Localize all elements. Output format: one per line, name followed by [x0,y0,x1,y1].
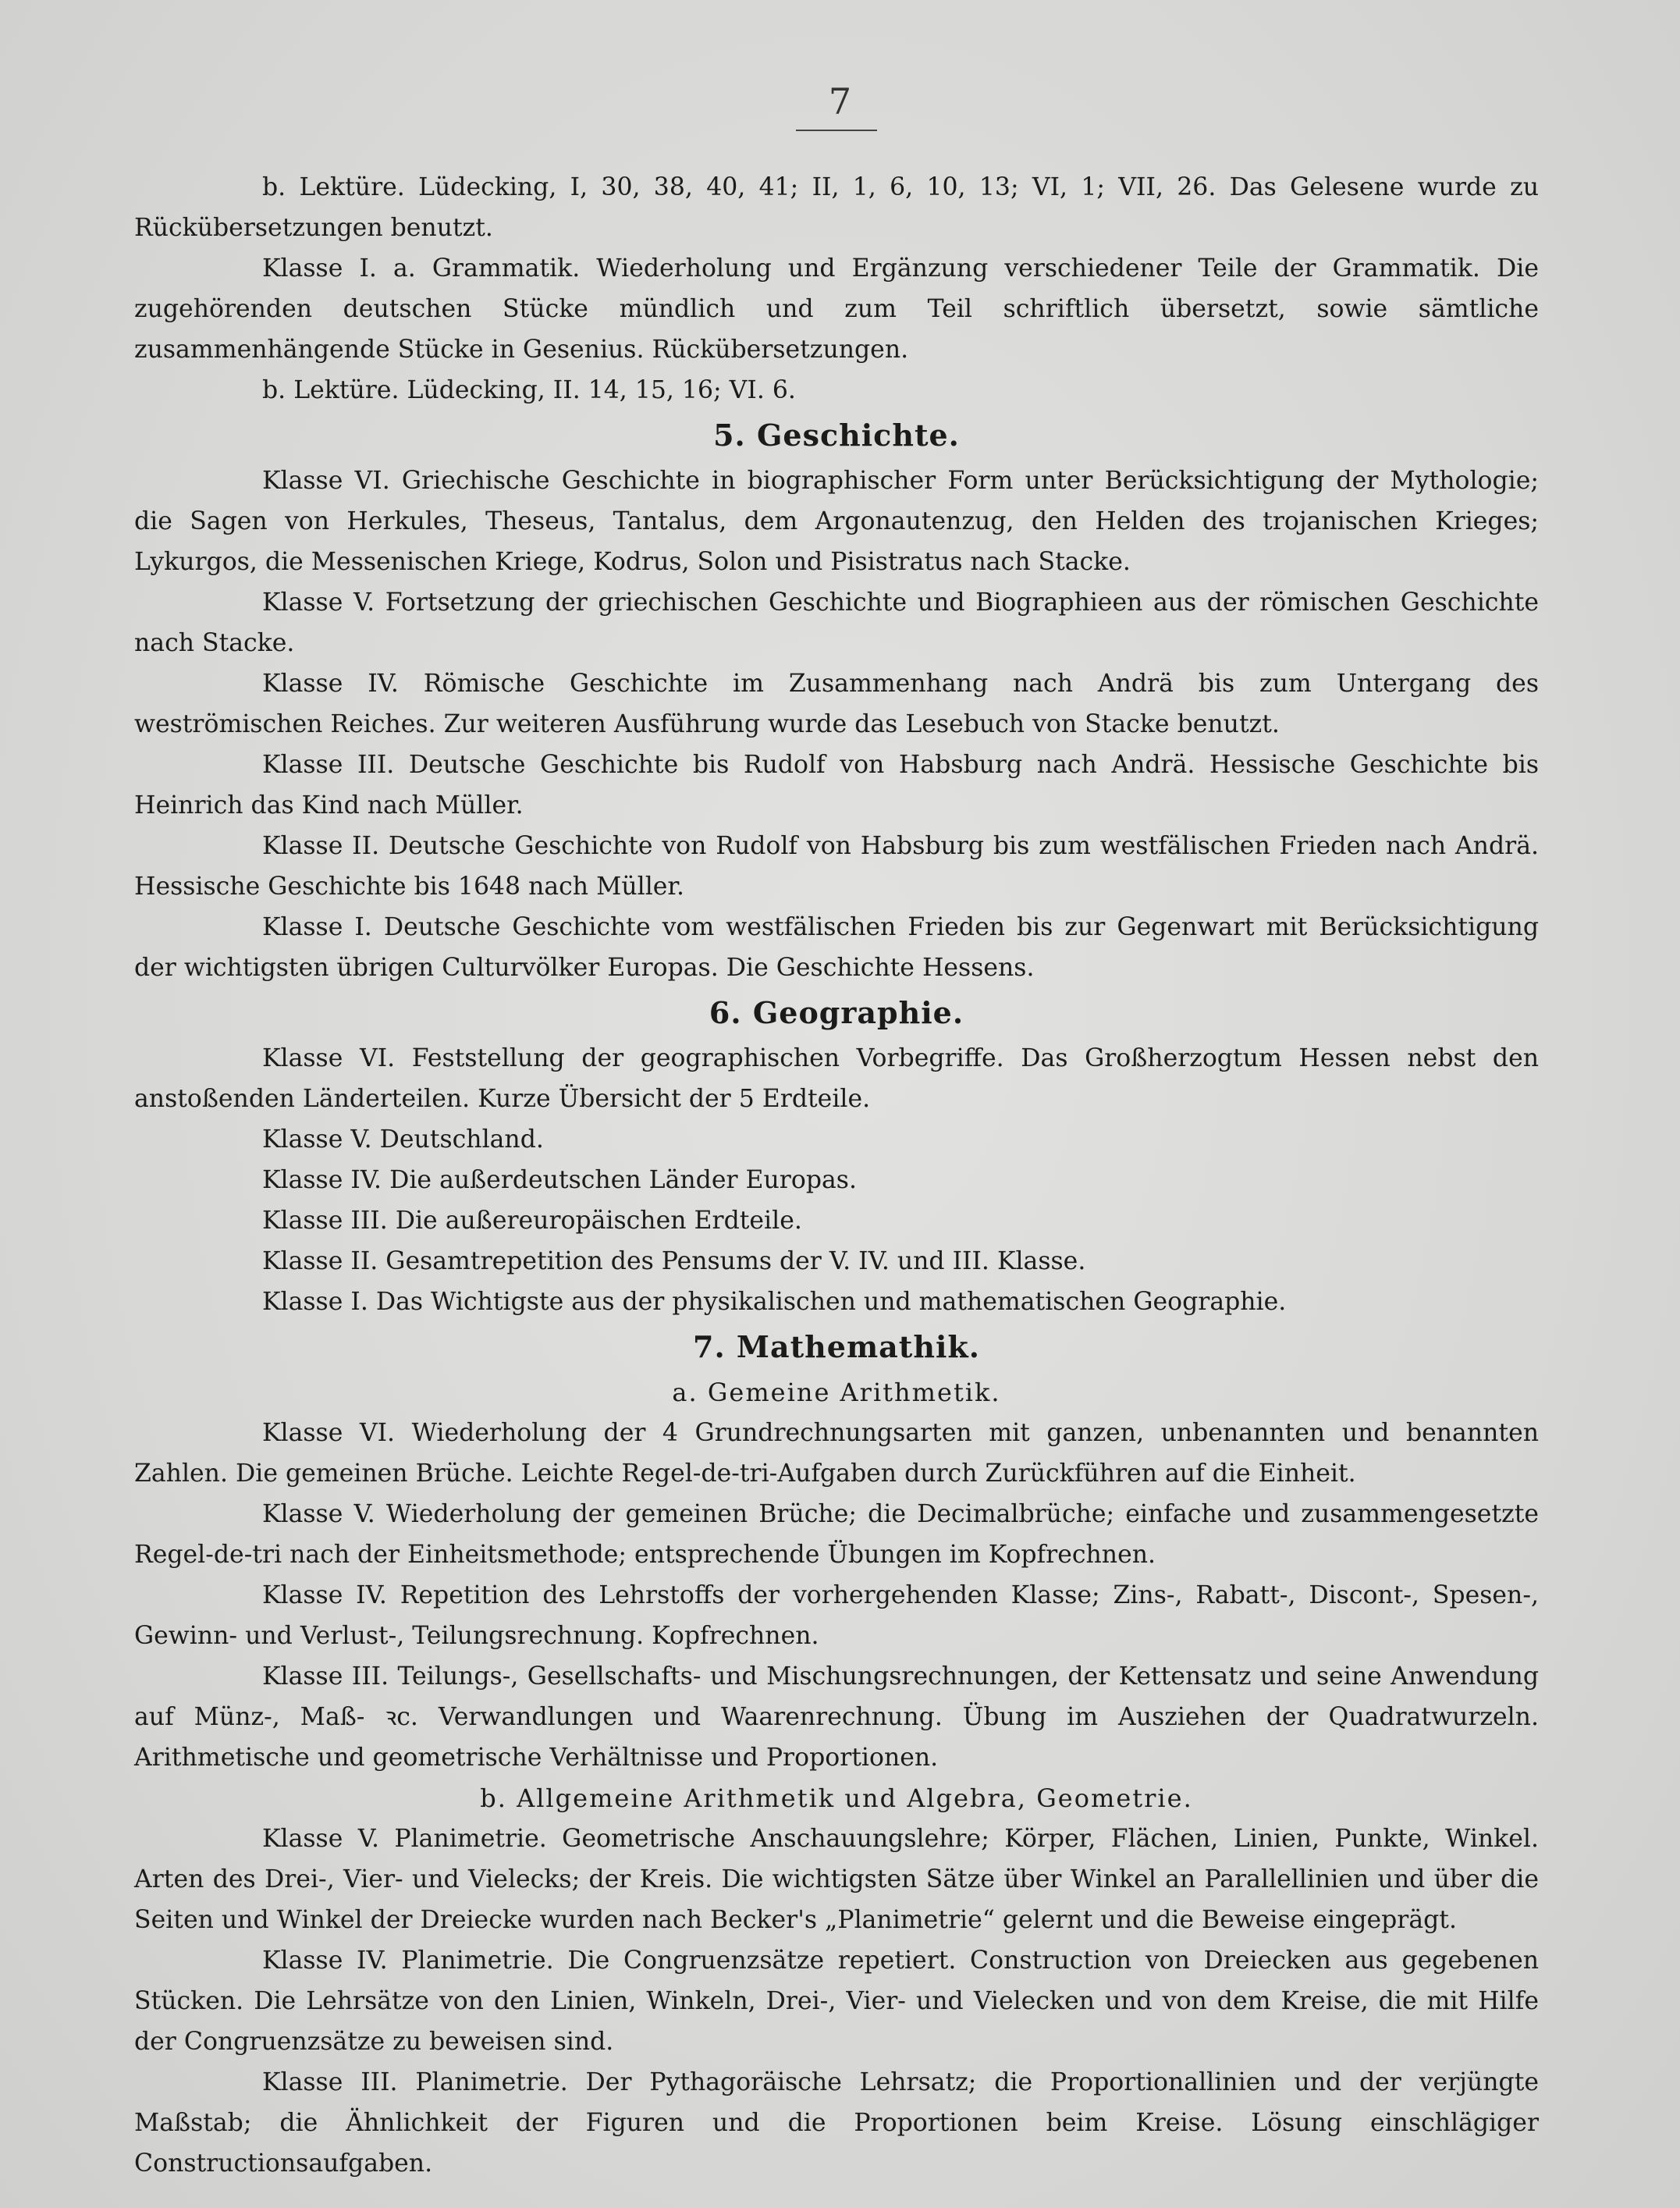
geschichte-klasse-v: Klasse V. Fortsetzung der griechischen Geschichte und Biographieen aus der römischen Geschichte nach Stacke. [134,588,1539,657]
subheading-algebra-geometrie: b. Allgemeine Arithmetik und Algebra, Geometrie. [480,1783,1193,1813]
geographie-klasse-iv: Klasse IV. Die außerdeutschen Länder Europas. [262,1166,857,1194]
page-number: 7 [828,80,852,123]
klasse-i-lektuere-paragraph: b. Lektüre. Lüdecking, II. 14, 15, 16; VI. 6. [262,376,796,404]
geschichte-klasse-iv: Klasse IV. Römische Geschichte im Zusammenhang nach Andrä bis zum Untergang des weströmischen Reiches. Zur weiteren Ausführung wurde das Lesebuch von Stacke benutzt. [134,670,1539,738]
geographie-klasse-i: Klasse I. Das Wichtigste aus der physikalischen und mathematischen Geographie. [262,1288,1287,1316]
lektuere-paragraph: b. Lektüre. Lüdecking, I, 30, 38, 40, 41; II, 1, 6, 10, 13; VI, 1; VII, 26. Das Gelesene wurde zu Rückübersetzungen benutzt. [134,173,1539,242]
planimetrie-klasse-iv: Klasse IV. Planimetrie. Die Congruenzsätze repetiert. Construction von Dreiecken aus gegebenen Stücken. Die Lehrsätze von den Linien, Winkeln, Drei-, Vier- und Vielecken und von dem Kreise, die mit Hilfe der Congruenzsätze zu beweisen sind. [134,1947,1539,2056]
arithmetik-klasse-v: Klasse V. Wiederholung der gemeinen Brüche; die Decimalbrüche; einfache und zusammengesetzte Regel-de-tri nach der Einheitsmethode; entsprechende Übungen im Kopfrechnen. [134,1500,1539,1569]
arithmetik-klasse-iv: Klasse IV. Repetition des Lehrstoffs der vorhergehenden Klasse; Zins-, Rabatt-, Discont-, Spesen-, Gewinn- und Verlust-, Teilungsrechnung. Kopfrechnen. [134,1581,1539,1650]
geographie-klasse-vi: Klasse VI. Feststellung der geographischen Vorbegriffe. Das Großherzogtum Hessen nebst den anstoßenden Länderteilen. Kurze Übersicht der 5 Erdteile. [134,1044,1539,1113]
geographie-klasse-v: Klasse V. Deutschland. [262,1125,544,1154]
page-body [134,167,1539,2184]
geographie-klasse-iii: Klasse III. Die außereuropäischen Erdteile. [262,1207,802,1235]
section-heading-mathematik: 7. Mathemathik. [693,1329,980,1364]
geschichte-klasse-vi: Klasse VI. Griechische Geschichte in biographischer Form unter Berücksichtigung der Mythologie; die Sagen von Herkules, Theseus, Tantalus, dem Argonautenzug, den Helden des trojanischen Krieges; Lykurgos, die Messenischen Kriege, Kodrus, Solon und Pisistratus nach Stacke. [134,467,1539,576]
geschichte-klasse-i: Klasse I. Deutsche Geschichte vom westfälischen Frieden bis zur Gegenwart mit Berücksichtigung der wichtigsten übrigen Culturvölker Europas. Die Geschichte Hessens. [134,913,1539,982]
geographie-klasse-ii: Klasse II. Gesamtrepetition des Pensums der V. IV. und III. Klasse. [262,1247,1086,1275]
section-heading-geschichte: 5. Geschichte. [713,418,960,453]
planimetrie-klasse-v: Klasse V. Planimetrie. Geometrische Anschauungslehre; Körper, Flächen, Linien, Punkte, Winkel. Arten des Drei-, Vier- und Vielecks; der Kreis. Die wichtigsten Sätze über Winkel an Parallellinien und über die Seiten und Winkel der Dreiecke wurden nach Becker's „Planimetrie“ gelernt und die Beweise eingeprägt. [134,1825,1539,1934]
planimetrie-klasse-iii: Klasse III. Planimetrie. Der Pythagoräische Lehrsatz; die Proportionallinien und der verjüngte Maßstab; die Ähnlichkeit der Figuren und die Proportionen beim Kreise. Lösung einschlägiger Constructionsaufgaben. [134,2068,1539,2178]
section-heading-geographie: 6. Geographie. [709,995,964,1030]
subheading-gemeine-arithmetik: a. Gemeine Arithmetik. [672,1378,1001,1407]
arithmetik-klasse-iii: Klasse III. Teilungs-, Gesellschafts- und Mischungsrechnungen, der Kettensatz und seine Anwendung auf Münz-, Maß- ꝛc. Verwandlungen und Waarenrechnung. Übung im Ausziehen der Quadratwurzeln. Arithmetische und geometrische Verhältnisse und Proportionen. [134,1662,1539,1772]
geschichte-klasse-ii: Klasse II. Deutsche Geschichte von Rudolf von Habsburg bis zum westfälischen Frieden nach Andrä. Hessische Geschichte bis 1648 nach Müller. [134,832,1539,901]
page-number-rule [796,130,877,131]
klasse-i-grammatik-paragraph: Klasse I. a. Grammatik. Wiederholung und Ergänzung verschiedener Teile der Grammatik. Die zugehörenden deutschen Stücke mündlich und zum Teil schriftlich übersetzt, sowie sämtliche zusammenhängende Stücke in Gesenius. Rückübersetzungen. [134,254,1539,364]
arithmetik-klasse-vi: Klasse VI. Wiederholung der 4 Grundrechnungsarten mit ganzen, unbenannten und benannten Zahlen. Die gemeinen Brüche. Leichte Regel-de-tri-Aufgaben durch Zurückführen auf die Einheit. [134,1419,1539,1488]
geschichte-klasse-iii: Klasse III. Deutsche Geschichte bis Rudolf von Habsburg nach Andrä. Hessische Geschichte bis Heinrich das Kind nach Müller. [134,751,1539,820]
